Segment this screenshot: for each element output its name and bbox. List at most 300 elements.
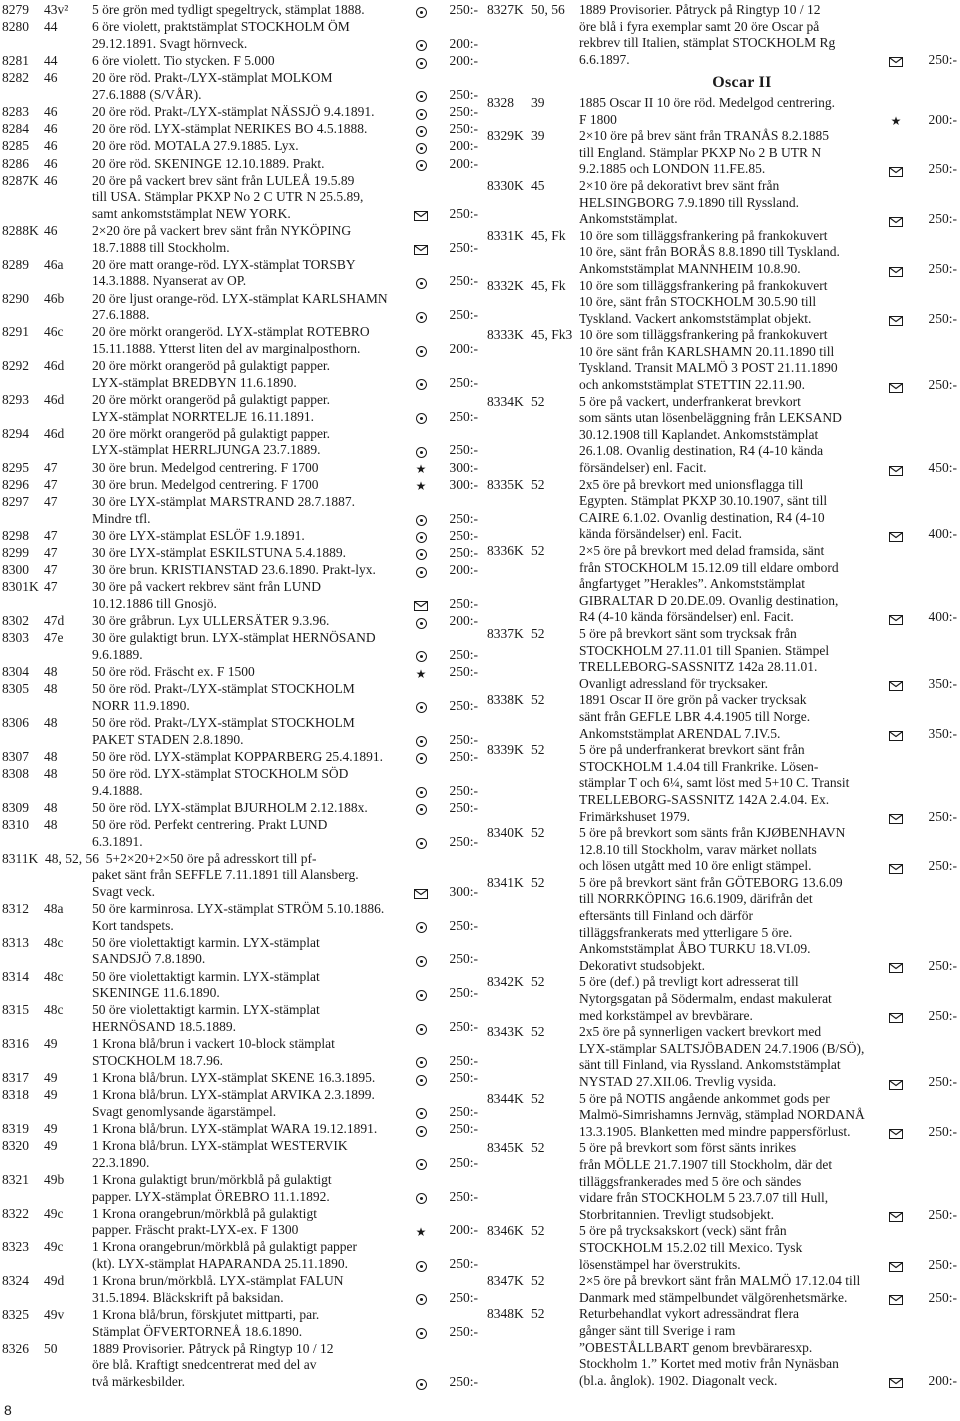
lot-description-line: 5 öre grön med tydligt spegeltryck, stämplat 1888.	[92, 2, 365, 17]
lot-description-line: HELSINGBORG 7.9.1890 till Ryssland.	[579, 194, 799, 210]
condition-symbol	[410, 426, 432, 459]
catalogue-reference: 48	[44, 748, 58, 764]
condition-symbol	[885, 825, 907, 875]
lot-description-line: LYX-stämplat NORRTELJE 16.11.1891.	[92, 408, 314, 424]
lot-entry	[2, 715, 478, 748]
lot-description-line: 1 Krona brun/mörkblå. LYX-stämplat FALUN	[92, 1273, 344, 1289]
lot-number: 8291	[2, 324, 29, 340]
lot-description	[92, 1273, 410, 1306]
cover-envelope-icon	[889, 731, 903, 741]
catalogue-reference: 52	[531, 874, 545, 890]
cover-envelope-icon	[889, 57, 903, 67]
lot-description-line: 2×5 öre på brevkort sänt från MALMÖ 17.12.04 till	[579, 1273, 861, 1289]
cancelled-stamp-icon	[416, 1193, 427, 1204]
cancelled-stamp-icon	[416, 532, 427, 543]
condition-symbol	[410, 1172, 432, 1205]
cancelled-stamp-icon	[416, 413, 427, 424]
lot-entry	[2, 1239, 478, 1272]
condition-symbol	[410, 70, 432, 103]
lot-entry	[487, 2, 957, 68]
lot-number: 8324	[2, 1273, 29, 1289]
lot-description	[92, 223, 410, 256]
cover-envelope-icon	[889, 532, 903, 542]
condition-symbol	[410, 477, 432, 494]
lot-description-line: vidare från STOCKHOLM 5 23.7.07 till Hull,	[579, 1190, 829, 1206]
catalogue-reference: 46d	[44, 425, 65, 441]
lot-number: 8302	[2, 613, 29, 629]
lot-price: 250:-	[449, 527, 478, 543]
lot-number: 8292	[2, 358, 29, 374]
lot-price: 250:-	[449, 205, 478, 221]
lot-entry	[2, 1341, 478, 1391]
lot-price: 250:-	[449, 1120, 478, 1136]
mint-star-icon: ★	[415, 1224, 427, 1239]
condition-symbol	[885, 1223, 907, 1273]
lot-description	[92, 1087, 410, 1120]
cancelled-stamp-icon	[416, 990, 427, 1001]
lot-price: 250:-	[928, 260, 957, 276]
lot-number: 8325	[2, 1307, 29, 1323]
lot-entry	[2, 1121, 478, 1138]
lot-number: 8317	[2, 1069, 29, 1085]
lot-description-line: 31.5.1894. Bläckskrift på baksidan.	[92, 1289, 284, 1305]
catalogue-reference: 52	[531, 543, 545, 558]
catalogue-reference: 47e	[44, 630, 64, 646]
catalogue-reference: 47	[44, 476, 58, 492]
lot-description-line: 50 öre karminrosa. LYX-stämplat STRÖM 5.10.1886.	[92, 901, 385, 917]
catalogue-reference: 52	[531, 1090, 545, 1106]
lot-description-line: ångfartyget ”Herakles”. Ankomststämplat	[579, 576, 806, 592]
lot-description	[92, 1307, 410, 1340]
lot-number: 8329K	[487, 128, 524, 144]
lot-description	[92, 1172, 410, 1205]
lot-price: 400:-	[928, 526, 957, 542]
cover-envelope-icon	[889, 681, 903, 691]
condition-symbol	[410, 969, 432, 1002]
lot-description-line: 5 öre på brevkort sänt från GÖTEBORG 13.6.09	[579, 874, 843, 890]
lot-description	[92, 358, 410, 391]
lot-description	[579, 2, 885, 68]
lot-entry	[487, 974, 957, 1024]
lot-price: 250:-	[449, 951, 478, 967]
condition-symbol	[410, 291, 432, 324]
lot-description-line: rekbrev till Italien, stämplat STOCKHOLM Rg	[579, 35, 836, 51]
lot-description	[92, 1206, 410, 1239]
condition-symbol	[410, 2, 432, 19]
lot-entry	[2, 19, 478, 52]
condition-symbol	[885, 228, 907, 278]
cancelled-stamp-icon	[416, 1328, 427, 1339]
lot-description	[579, 974, 885, 1024]
lot-price: 450:-	[928, 460, 957, 476]
lot-description-line: 20 öre röd. Prakt-/LYX-stämplat NÄSSJÖ 9.4.1891.	[92, 103, 375, 119]
lot-description-line: tilläggsfrankerades med 5 öre och sändes	[579, 1173, 802, 1189]
lot-description-line: (kt). LYX-stämplat HAPARANDA 25.11.1890.	[92, 1256, 349, 1272]
cancelled-stamp-icon	[416, 651, 427, 662]
lot-description-line: Ovanligt adressland för trycksaker.	[579, 675, 768, 691]
lot-description-line: 26.1.08. Ovanlig destination, R4 (4-10 kända	[579, 443, 824, 459]
lot-number: 8297	[2, 493, 29, 509]
lot-description-line: 22.3.1890.	[92, 1154, 150, 1170]
catalogue-reference: 52	[531, 1273, 545, 1289]
lot-description-line: stämplar T och 6¼, samt löst med 5+10 C. Transit	[579, 775, 850, 791]
lot-entry	[2, 104, 478, 121]
lot-price: 250:-	[449, 782, 478, 798]
cancelled-stamp-icon	[416, 838, 427, 849]
catalogue-reference: 49d	[44, 1273, 65, 1289]
catalogue-reference: 52	[531, 393, 545, 409]
catalogue-reference: 52	[531, 625, 545, 641]
lot-description	[579, 327, 885, 393]
lot-entry	[2, 969, 478, 1002]
lot-entry	[487, 1024, 957, 1090]
cancelled-stamp-icon	[416, 753, 427, 764]
lot-number: 8288K	[2, 223, 39, 239]
lot-number: 8321	[2, 1171, 29, 1187]
lot-description-line: 20 öre mörkt orangeröd på gulaktigt papper.	[92, 425, 331, 441]
lot-description	[92, 494, 410, 527]
lot-price: 350:-	[928, 725, 957, 741]
lot-entry	[2, 138, 478, 155]
lot-description	[92, 935, 410, 968]
lot-price: 200:-	[449, 138, 478, 154]
lot-number: 8320	[2, 1138, 29, 1154]
condition-symbol	[410, 1206, 432, 1239]
cover-envelope-icon	[889, 1295, 903, 1305]
lot-description-line: 20 öre mörkt orangeröd på gulaktigt papper.	[92, 358, 331, 374]
condition-symbol	[410, 392, 432, 425]
cover-envelope-icon	[889, 615, 903, 625]
catalogue-reference: 52	[531, 742, 545, 758]
lot-description-line: 1 Krona blå/brun. LYX-stämplat WARA 19.12.1891.	[92, 1120, 378, 1136]
condition-symbol	[410, 766, 432, 799]
lot-number: 8336K	[487, 543, 524, 558]
lot-description	[92, 477, 410, 494]
cancelled-stamp-icon	[416, 1024, 427, 1035]
condition-symbol	[885, 1140, 907, 1223]
lot-description-line: 6.6.1897.	[579, 51, 630, 67]
lot-price: 250:-	[449, 408, 478, 424]
lot-entry	[487, 1306, 957, 1389]
lot-description	[92, 969, 410, 1002]
catalogue-reference: 49	[44, 1138, 58, 1154]
lot-description-line: 1 Krona blå/brun, förskjutet mittparti, par.	[92, 1307, 320, 1323]
lot-description-line: F 1800	[579, 111, 617, 127]
lot-number: 8311K	[2, 850, 39, 866]
lot-entry	[2, 817, 478, 850]
lot-description-line: 2×10 öre på dekorativt brev sänt från	[579, 177, 780, 193]
lot-description-line: till NORRKÖPING 16.6.1909, därifrån det	[579, 891, 813, 907]
lot-description-line: 6 öre violett, praktstämplat STOCKHOLM ÖM	[92, 19, 350, 35]
lot-number: 8306	[2, 714, 29, 730]
catalogue-reference: 44	[44, 52, 58, 68]
cancelled-stamp-icon	[416, 447, 427, 458]
lot-entry	[2, 1070, 478, 1087]
cover-envelope-icon	[889, 267, 903, 277]
cover-envelope-icon	[889, 1013, 903, 1023]
cover-envelope-icon	[889, 466, 903, 476]
lot-description-line: Ankomststämplat MANNHEIM 10.8.90.	[579, 260, 801, 276]
lot-description-line: sänt till Finland, via Ryssland. Ankomststämplat	[579, 1057, 841, 1073]
cancelled-stamp-icon	[416, 1108, 427, 1119]
lot-description-line: 20 öre röd. MOTALA 27.9.1885. Lyx.	[92, 138, 299, 154]
condition-symbol	[885, 1024, 907, 1090]
lot-entry	[487, 692, 957, 742]
condition-symbol	[410, 223, 432, 256]
lot-description-line: Stämplat ÖFVERTORNEÅ 18.6.1890.	[92, 1323, 303, 1339]
lot-description-line: Mindre tfl.	[92, 510, 151, 526]
condition-symbol	[885, 875, 907, 975]
cancelled-stamp-icon	[416, 1294, 427, 1305]
lot-description-line: försändelser) enl. Facit.	[579, 460, 707, 476]
lot-number: 8326	[2, 1340, 29, 1356]
cancelled-stamp-icon	[416, 40, 427, 51]
lot-description-line: 1891 Oscar II öre grön på vacker trycksak	[579, 692, 807, 708]
lot-description-line: Tyskland. Vackert ankomststämplat objekt.	[579, 310, 812, 326]
lot-entry	[2, 494, 478, 527]
lot-price: 250:-	[449, 510, 478, 526]
lot-entry	[2, 1002, 478, 1035]
catalogue-reference: 47	[44, 459, 58, 475]
cancelled-stamp-icon	[416, 1126, 427, 1137]
catalogue-reference: 45, Fk	[531, 227, 566, 243]
lot-number: 8293	[2, 391, 29, 407]
lot-entry	[2, 53, 478, 70]
lot-entry	[2, 749, 478, 766]
catalogue-reference: 46d	[44, 391, 65, 407]
catalogue-reference: 48	[44, 664, 58, 679]
catalogue-reference: 46	[44, 121, 58, 137]
lot-price: 250:-	[449, 1069, 478, 1085]
lot-price: 250:-	[449, 646, 478, 662]
lot-number: 8343K	[487, 1024, 524, 1040]
lot-description	[92, 664, 410, 681]
catalogue-reference: 46a	[44, 256, 64, 272]
lot-description-line: 30 öre brun. Medelgod centrering. F 1700	[92, 476, 319, 492]
lot-number: 8296	[2, 476, 29, 492]
catalogue-reference: 45	[531, 177, 545, 193]
lot-description	[92, 19, 410, 52]
cover-envelope-icon	[889, 167, 903, 177]
lot-price: 250:-	[928, 1289, 957, 1305]
lot-entry	[487, 543, 957, 626]
catalogue-reference: 48	[44, 816, 58, 832]
lot-description-line: 9.6.1889.	[92, 646, 143, 662]
lot-price: 250:-	[449, 307, 478, 323]
lot-description	[92, 528, 410, 545]
lot-description-line: 14.3.1888. Nyanserat av OP.	[92, 273, 247, 289]
cancelled-stamp-icon	[416, 379, 427, 390]
lot-description-line: 5 öre på trycksakskort (veck) sänt från	[579, 1223, 787, 1239]
lot-description	[92, 1036, 410, 1069]
lot-price: 250:-	[928, 1123, 957, 1139]
lot-description-line: LYX-stämplar SALTSJÖBADEN 24.7.1906 (B/SÖ),	[579, 1040, 865, 1056]
lot-entry	[2, 156, 478, 173]
catalogue-reference: 47	[44, 579, 58, 595]
lot-number: 8345K	[487, 1140, 524, 1156]
lot-description	[92, 867, 410, 900]
lot-number: 8280	[2, 19, 29, 35]
lot-entry	[2, 1172, 478, 1205]
condition-symbol	[885, 742, 907, 825]
catalogue-reference: 52	[531, 1140, 545, 1156]
lot-description-line: 1 Krona blå/brun. LYX-stämplat SKENE 16.3.1895.	[92, 1069, 376, 1085]
lot-description	[92, 138, 410, 155]
lot-price: 250:-	[928, 377, 957, 393]
condition-symbol	[410, 1002, 432, 1035]
lot-number: 8304	[2, 664, 29, 679]
mint-star-icon: ★	[415, 666, 427, 681]
lot-description-line: CAIRE 6.1.02. Ovanlig destination, R4 (4-10	[579, 509, 825, 525]
lot-description-line: 1 Krona orangebrun/mörkblå på gulaktigt papper	[92, 1239, 358, 1255]
lot-description-line: 20 öre mörkt orangeröd på gulaktigt papper.	[92, 391, 331, 407]
lot-description	[92, 562, 410, 579]
lot-description-line: Svagt veck.	[92, 883, 155, 899]
lot-description	[92, 630, 410, 663]
condition-symbol	[410, 817, 432, 850]
lot-description	[92, 460, 410, 477]
lot-description	[579, 742, 885, 825]
catalogue-reference: 47	[44, 562, 58, 578]
lot-price: 200:-	[928, 111, 957, 127]
lot-price: 250:-	[449, 917, 478, 933]
lot-description-line: lösenstämpel har överstrukits.	[579, 1256, 741, 1272]
catalogue-reference: 47	[44, 527, 58, 543]
catalogue-reference: 44	[44, 19, 58, 35]
lot-description-line: 20 öre matt orange-röd. LYX-stämplat TORSBY	[92, 256, 356, 272]
lot-description-line: sänt från GEFLE LBR 4.4.1905 till Norge.	[579, 708, 811, 724]
lot-description	[579, 1273, 885, 1306]
lot-entry	[487, 742, 957, 825]
catalogue-reference: 43v²	[44, 2, 69, 17]
condition-symbol	[410, 715, 432, 748]
lot-entry	[487, 1091, 957, 1141]
lot-entry	[2, 1087, 478, 1120]
condition-symbol	[410, 664, 432, 681]
condition-symbol	[410, 528, 432, 545]
lot-description	[579, 1223, 885, 1273]
lot-description-line: 10 öre som tilläggsfrankering på frankokuvert	[579, 277, 828, 293]
lot-description	[579, 95, 885, 128]
lot-description-line: STOCKHOLM 27.11.01 till Spanien. Stämpel	[579, 642, 830, 658]
lot-number: 8337K	[487, 625, 524, 641]
cancelled-stamp-icon	[416, 346, 427, 357]
lot-number: 8332K	[487, 277, 524, 293]
lot-description-line: paket sänt från SEFFLE 7.11.1891 till Alansberg.	[92, 867, 359, 883]
lot-description-line: 9.4.1888.	[92, 782, 143, 798]
lot-description-line: 18.7.1888 till Stockholm.	[92, 239, 230, 255]
lot-entry	[2, 426, 478, 459]
catalogue-reference: 39	[531, 128, 545, 144]
lot-price: 250:-	[449, 544, 478, 560]
lot-description-line: 5 öre på NOTIS angående ankommet gods per	[579, 1090, 830, 1106]
lot-description-line: 30 öre brun. Medelgod centrering. F 1700	[92, 459, 319, 475]
lot-entry	[2, 477, 478, 494]
cover-envelope-icon	[889, 316, 903, 326]
lot-number: 8322	[2, 1205, 29, 1221]
lot-description-line: 30 öre LYX-stämplat ESKILSTUNA 5.4.1889.	[92, 544, 346, 560]
lot-description-line: 20 öre mörkt orangeröd. LYX-stämplat ROTEBRO	[92, 324, 370, 340]
lot-description	[579, 128, 885, 178]
condition-symbol	[410, 1138, 432, 1171]
condition-symbol	[410, 1121, 432, 1138]
cancelled-stamp-icon	[416, 1261, 427, 1272]
lot-description-line: Nytorgsgatan på Södermalm, endast makulerat	[579, 991, 832, 1007]
lot-description-line: 30 öre på vackert rekbrev sänt från LUND	[92, 579, 322, 595]
lot-number: 8338K	[487, 692, 524, 708]
lot-description-line: 30 öre gråbrun. Lyx ULLERSÄTER 9.3.96.	[92, 613, 330, 629]
catalogue-reference: 46	[44, 138, 58, 154]
lot-description	[92, 1002, 410, 1035]
condition-symbol	[410, 749, 432, 766]
lot-number-and-reference	[2, 851, 432, 868]
lot-description-line: (bl.a. ånglok). 1902. Diagonalt veck.	[579, 1372, 778, 1388]
lot-price: 250:-	[928, 1074, 957, 1089]
lot-number: 8308	[2, 765, 29, 781]
condition-symbol	[410, 613, 432, 630]
lot-description-line: 10 öre, sänt från BORÅS 8.8.1890 till Tyskland.	[579, 244, 840, 260]
condition-symbol	[410, 104, 432, 121]
cancelled-stamp-icon	[416, 109, 427, 120]
catalogue-reference: 49	[44, 1036, 58, 1052]
cancelled-stamp-icon	[416, 91, 427, 102]
lot-description-line: 10 öre sänt från KARLSHAMN 20.11.1890 till	[579, 343, 835, 359]
lot-entry	[487, 228, 957, 278]
condition-symbol	[410, 173, 432, 223]
lot-entry	[2, 851, 478, 901]
lot-description-line: Svagt genomlysande ägarstämpel.	[92, 1103, 277, 1119]
condition-symbol	[410, 460, 432, 477]
lot-entry	[2, 460, 478, 477]
lot-number: 8331K	[487, 227, 524, 243]
lot-description	[92, 817, 410, 850]
condition-symbol	[885, 1306, 907, 1389]
lot-description-line: 5 öre (def.) på trevligt kort adresserat till	[579, 974, 799, 990]
left-column	[2, 2, 478, 1391]
condition-symbol	[885, 626, 907, 692]
lot-entry	[2, 562, 478, 579]
lot-price: 250:-	[449, 595, 478, 611]
lot-description-line: samt ankomststämplat NEW YORK.	[92, 205, 291, 221]
lot-entry	[2, 528, 478, 545]
lot-description-line: 5 öre på underfrankerat brevkort sänt från	[579, 742, 805, 758]
lot-entry	[487, 477, 957, 543]
lot-number: 8318	[2, 1087, 29, 1103]
mint-star-icon: ★	[890, 114, 902, 129]
lot-description	[92, 800, 410, 817]
catalogue-reference: 48a	[44, 901, 64, 917]
cancelled-stamp-icon	[416, 1379, 427, 1390]
lot-price: 250:-	[449, 985, 478, 1001]
condition-symbol	[410, 19, 432, 52]
catalogue-reference: 47	[44, 544, 58, 560]
condition-symbol	[410, 358, 432, 391]
cancelled-stamp-icon	[416, 567, 427, 578]
page-number: 8	[4, 1402, 12, 1419]
lot-description-line: NORR 11.9.1890.	[92, 697, 190, 713]
lot-entry	[2, 664, 478, 681]
catalogue-reference: 48c	[44, 968, 64, 984]
lot-description	[579, 1306, 885, 1389]
lot-description-line: 27.6.1888 (S/VÅR).	[92, 86, 202, 102]
condition-symbol	[410, 1087, 432, 1120]
catalogue-reference: 46	[44, 172, 58, 188]
lot-price: 300:-	[449, 883, 478, 899]
lot-entry	[2, 681, 478, 714]
lot-entry	[487, 1223, 957, 1273]
lot-description-line: SANDSJÖ 7.8.1890.	[92, 951, 206, 967]
lot-description-line: Ankomststämplat.	[579, 211, 678, 227]
